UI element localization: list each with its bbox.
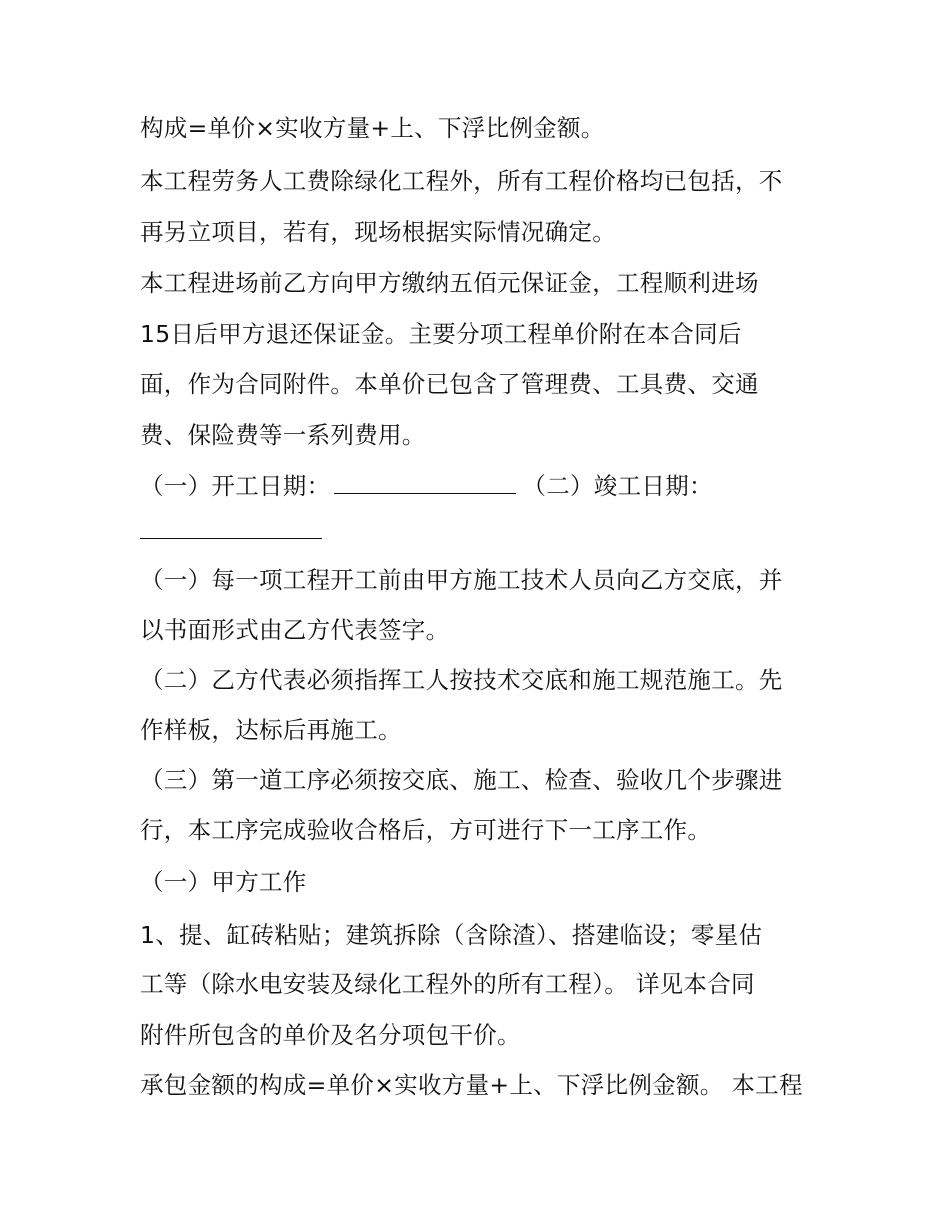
paragraph-line: （三）第一道工序必须按交底、施工、检查、验收几个步骤进 <box>140 766 783 794</box>
paragraph-line: 本工程进场前乙方向甲方缴纳五佰元保证金，工程顺利进场 <box>140 269 759 297</box>
end-date-label: （二）竣工日期： <box>522 472 713 500</box>
start-date-blank <box>334 473 516 494</box>
start-date-label: （一）开工日期： <box>140 472 331 500</box>
paragraph-line: 1、提、缸砖粘贴；建筑拆除（含除渣）、搭建临设；零星估 <box>140 921 763 949</box>
paragraph-line: 构成=单价×实收方量+上、下浮比例金额。 <box>140 114 605 142</box>
paragraph-line: 承包金额的构成=单价×实收方量+上、下浮比例金额。 本工程 <box>140 1071 803 1099</box>
paragraph-line: 15日后甲方退还保证金。主要分项工程单价附在本合同后 <box>140 320 742 348</box>
paragraph-line: （一）每一项工程开工前由甲方施工技术人员向乙方交底，并 <box>140 566 783 594</box>
paragraph-line: 本工程劳务人工费除绿化工程外，所有工程价格均已包括，不 <box>140 167 783 195</box>
section-heading: （一）甲方工作 <box>140 868 307 896</box>
paragraph-line: 面，作为合同附件。本单价已包含了管理费、工具费、交通 <box>140 370 759 398</box>
paragraph-line: 费、保险费等一系列费用。 <box>140 421 426 449</box>
paragraph-line: （二）乙方代表必须指挥工人按技术交底和施工规范施工。先 <box>140 666 783 694</box>
paragraph-line: 行，本工序完成验收合格后，方可进行下一工序工作。 <box>140 816 712 844</box>
paragraph-line: 作样板，达标后再施工。 <box>140 716 402 744</box>
paragraph-line: 再另立项目，若有，现场根据实际情况确定。 <box>140 218 616 246</box>
paragraph-line: 工等（除水电安装及绿化工程外的所有工程）。 详见本合同 <box>140 970 755 998</box>
dates-line <box>140 472 713 500</box>
end-date-blank <box>140 538 322 539</box>
paragraph-line: 以书面形式由乙方代表签字。 <box>140 616 450 644</box>
paragraph-line: 附件所包含的单价及名分项包干价。 <box>140 1021 521 1049</box>
